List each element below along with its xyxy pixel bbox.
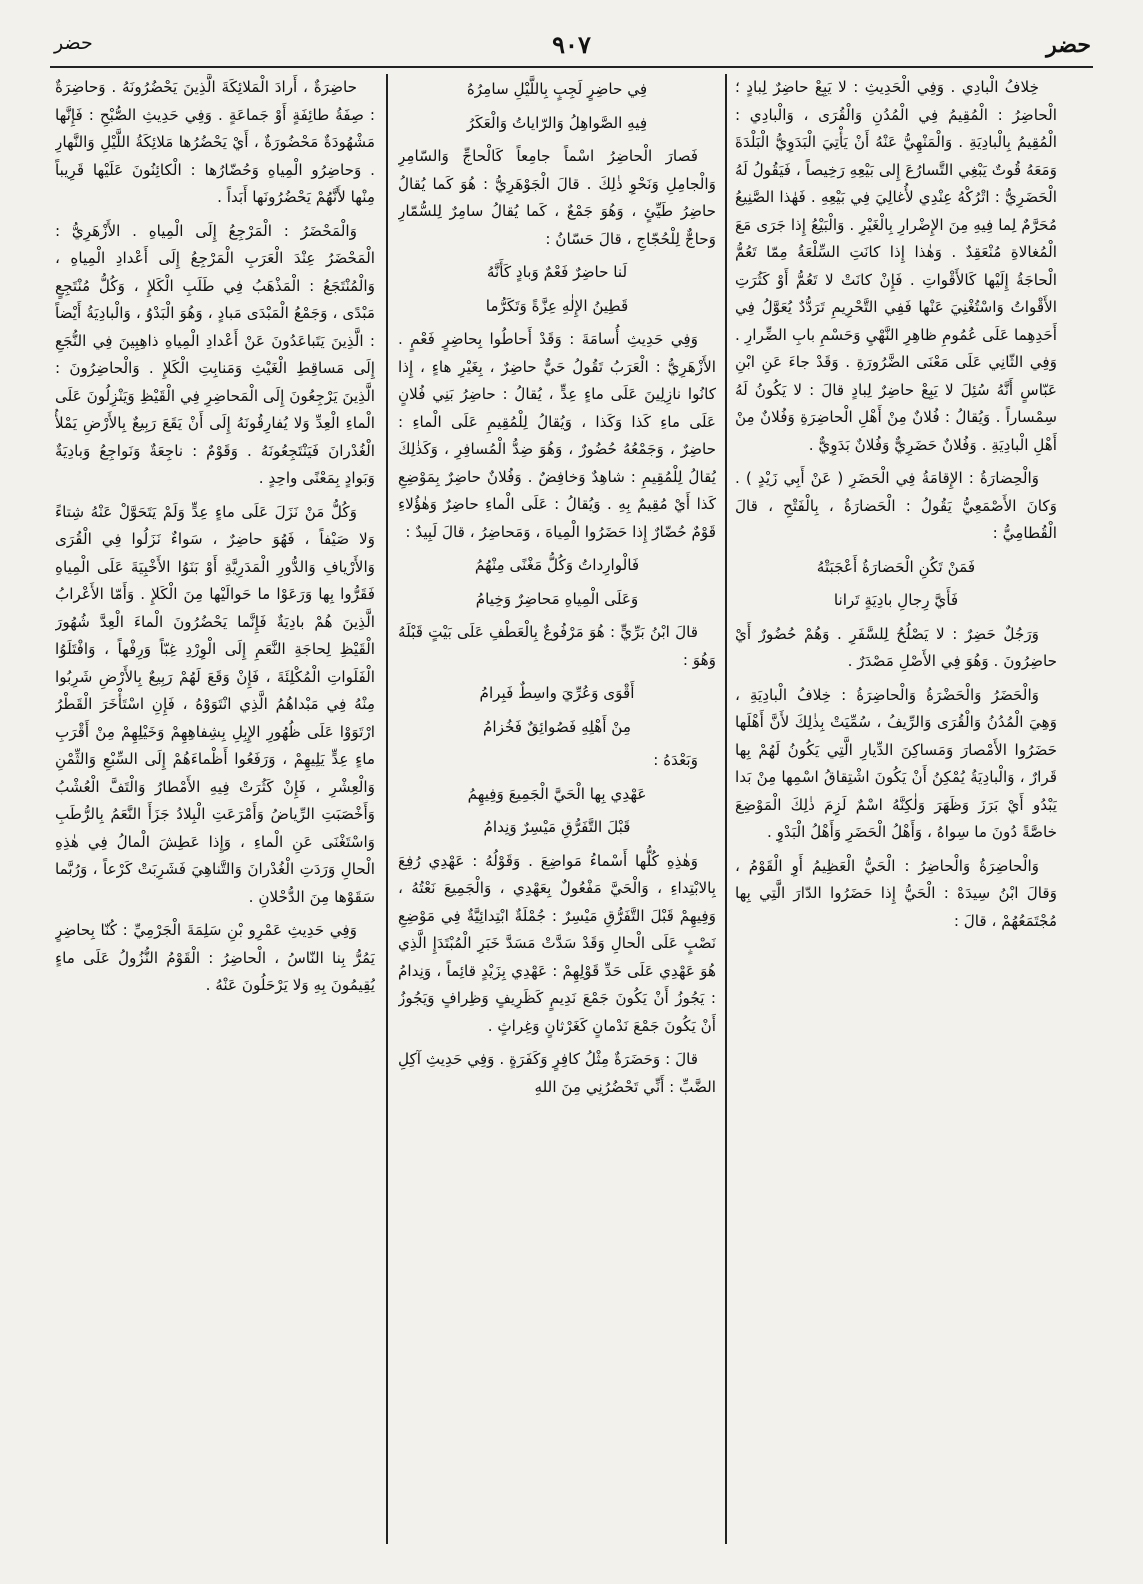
paragraph: وَالْحاضِرَةُ وَالْحاضِرُ : الْحَيُّ الْعَظِيمُ أَوِ الْقَوْمُ ، وَقالَ ابْنُ سِيدَهْ : الْحَيُّ إِذا حَضَرُوا الدّارَ الَّتِي بِها مُجْتَمَعُهُمْ ، قالَ :	[735, 856, 1057, 930]
paragraph: وَبَعْدَهُ :	[653, 751, 698, 769]
paragraph: خِلافُ الْبادِي . وَفِي الْحَدِيثِ : لا يَبِعْ حاضِرٌ لِبادٍ ؛ الْحاضِرُ : الْمُقِيمُ فِي الْمُدُنِ وَالْقُرَى ، وَالْبادِي : الْمُقِيمُ بِالْبادِيَةِ . وَالْمَنْهِيُّ عَنْهُ أَنْ يَأْتِيَ الْبَدَوِيُّ الْبَلْدَةَ وَمَعَهُ قُوتٌ يَبْغِي التَّسارُعَ إِلى بَيْعِهِ رَخِيصاً ، فَيَقُولُ لَهُ الْحَضَرِيُّ : اتْرُكْهُ عِنْدِي لأُغالِيَ فِي بَيْعِهِ . فَهٰذا الصَّنِيعُ مُحَرَّمٌ لِما فِيهِ مِنَ الإِضْرارِ بِالْغَيْرِ . وَالْبَيْعُ إِذا جَرَى مَعَ الْمُغالاةِ مُنْعَقِدٌ . وَهٰذا إِذا كانَتِ السِّلْعَةُ مِمّا تَعُمُّ الْحاجَةُ إِلَيْها كَالأَقْواتِ . فَإِنْ كانَتْ لا تَعُمُّ أَوْ كَثُرَتِ الأَقْواتُ وَاسْتُغْنِيَ عَنْها فَفِي التَّحْرِيمِ تَرَدُّدٌ يُعَوَّلُ فِي أَحَدِهِما عَلَى عُمُومِ ظاهِرِ النَّهْيِ وَحَسْمِ بابِ الضِّرارِ . وَفِي الثّانِي عَلَى مَعْنَى الضَّرُورَةِ . وَقَدْ جاءَ عَنِ ابْنِ عَبّاسٍ أَنَّهُ سُئِلَ لا يَبِعْ حاضِرٌ لِبادٍ قالَ : لا يَكُونُ لَهُ سِمْساراً . وَيُقالُ : فُلانٌ مِنْ أَهْلِ الْحاضِرَةِ وَفُلانٌ مِنْ أَهْلِ الْبادِيَةِ . وَفُلانٌ حَضَرِيٌّ وَفُلانٌ بَدَوِيٌّ .	[735, 78, 1057, 454]
column-middle	[398, 74, 716, 1544]
verse-line: وَعَلَى الْمِياهِ مَحاضِرٌ وَخِيامُ	[475, 589, 639, 608]
column-left	[55, 74, 375, 1544]
column-divider	[725, 74, 727, 1544]
verse-line: فِي حاضِرٍ لَجِبٍ بِاللَّيْلِ سامِرُهُ	[466, 80, 648, 98]
page-number: ٩٠٧	[552, 30, 591, 59]
headword-right: حضر	[1046, 32, 1091, 58]
paragraph: قالَ : وَحَضَرَةٌ مِثْلُ كافِرٍ وَكَفَرَةٍ . وَفِي حَدِيثِ آكِلِ الضَّبِّ : أَنِّي تَحْضُرُنِي مِنَ اللهِ	[398, 1050, 716, 1096]
verse-line: فَأَيَّ رِجالِ بادِيَةٍ تَرانا	[833, 591, 959, 609]
paragraph: وَالْحِضارَةُ : الإِقامَةُ فِي الْحَضَرِ ( عَنْ أَبِي زَيْدٍ ) . وَكانَ الأَصْمَعِيُّ يَقُولُ : الْحَضارَةُ ، بِالْفَتْحِ ، قالَ الْقُطامِيُّ :	[735, 469, 1057, 542]
column-divider	[386, 74, 388, 1544]
column-right	[735, 74, 1057, 1544]
paragraph: قالَ ابْنُ بَرِّيٍّ : هُوَ مَرْفُوعٌ بِالْعَطْفِ عَلَى بَيْتٍ قَبْلَهُ وَهُوَ :	[398, 623, 716, 669]
verse-line: لَنا حاضِرٌ فَعْمٌ وَبادٍ كَأَنَّهُ	[486, 263, 628, 281]
header-rule	[50, 66, 1093, 68]
page-header	[40, 28, 1103, 68]
headword-left: حضر	[54, 32, 93, 54]
verse-line: قَبْلَ التَّفَرُّقِ مَيْسِرٌ وَنِدامُ	[483, 818, 631, 836]
paragraph: وَالْمَحْضَرُ : الْمَرْجِعُ إِلَى الْمِياهِ . الأَزْهَرِيُّ : الْمَحْضَرُ عِنْدَ الْعَرَبِ الْمَرْجِعُ إِلَى أَعْدادِ الْمِياهِ ، وَالْمُنْتَجَعُ : الْمَذْهَبُ فِي طَلَبِ الْكَلإِ ، وَكُلُّ مُنْتَجِعٍ مَبْدًى ، وَجَمْعُ الْمَبْدَى مَبادٍ ، وَهُوَ الْبَدْوُ ، وَالْبادِيَةُ أَيْضاً : الَّذِينَ يَتَباعَدُونَ عَنْ أَعْدادِ الْمِياهِ ذاهِبِينَ فِي النُّجَعِ إِلَى مَساقِطِ الْغَيْثِ وَمَنابِتِ الْكَلإِ . وَالْحاضِرُونَ : الَّذِينَ يَرْجِعُونَ إِلَى الْمَحاضِرِ فِي الْقَيْظِ وَيَنْزِلُونَ عَلَى الْماءِ الْعِدِّ وَلا يُفارِقُونَهُ إِلَى أَنْ يَقَعَ رَبِيعٌ بِالأَرْضِ يَمْلأُ الْغُدْرانَ فَيَنْتَجِعُونَهُ . وَقَوْمٌ : ناجِعَةٌ وَنَواجِعُ وَبادِيَةٌ وَبَوادٍ بِمَعْنًى واحِدٍ .	[55, 221, 375, 487]
paragraph: وَرَجُلٌ حَضِرٌ : لا يَصْلُحُ لِلسَّفَرِ . وَهُمْ حُضُورٌ أَيْ حاضِرُونَ . وَهُوَ فِي الأَصْلِ مَصْدَرٌ .	[735, 624, 1057, 670]
paragraph: حاضِرَةٌ ، أَرادَ الْمَلائِكَةَ الَّذِينَ يَحْضُرُونَهُ . وَحاضِرَةٌ : صِفَةُ طائِفَةٍ أَوْ جَماعَةٍ . وَفِي حَدِيثِ الصُّبْحِ : فَإِنَّها مَشْهُودَةٌ مَحْضُورَةٌ ، أَيْ يَحْضُرُها مَلائِكَةُ اللَّيْلِ وَالنَّهارِ . وَحاضِرُو الْمِياهِ وَحُضّارُها : الْكائِنُونَ عَلَيْها قَرِيباً مِنْها لأَنَّهُمْ يَحْضُرُونَها أَبَداً .	[55, 78, 375, 206]
verse-line: أَقْوَى وَعُرِّيَ واسِطٌ فَبِرامُ	[479, 684, 635, 702]
verse-line: فَالْوارِداتُ وَكُلُّ مَغْنًى مِنْهُمُ	[474, 556, 640, 574]
verse-line: فِيهِ الصَّواهِلُ وَالرّاياتُ وَالْعَكَرُ	[466, 113, 648, 132]
verse-line: فَمَنْ تَكُنِ الْحَضارَةُ أَعْجَبَتْهُ	[816, 557, 976, 576]
paragraph: وَكُلُّ مَنْ نَزَلَ عَلَى ماءٍ عِدٍّ وَلَمْ يَتَحَوَّلْ عَنْهُ شِتاءً وَلا صَيْفاً ، فَهُوَ حاضِرٌ ، سَواءٌ نَزَلُوا فِي الْقُرَى وَالأَرْيافِ وَالدُّورِ الْمَدَرِيَّةِ أَوْ بَنَوُا الأَخْبِيَةَ عَلَى الْمِياهِ فَقَرُّوا بِها وَرَعَوْا ما حَوالَيْها مِنَ الْكَلإِ . وَأَمّا الأَعْرابُ الَّذِينَ هُمْ بادِيَةٌ فَإِنَّما يَحْضُرُونَ الْماءَ الْعِدَّ شُهُورَ الْقَيْظِ لِحاجَةِ النَّعَمِ إِلَى الْوِرْدِ غِبّاً وَرِفْهاً ، وَافْتَلَوُا الْفَلَواتِ الْمُكْلِئَةَ ، فَإِنْ وَقَعَ لَهُمْ رَبِيعٌ بِالأَرْضِ شَرِبُوا مِنْهُ فِي مَبْداهُمُ الَّذِي انْتَوَوْهُ ، فَإِنِ اسْتَأْخَرَ الْقَطْرُ ارْتَوَوْا عَلَى ظُهُورِ الإِبِلِ بِشِفاهِهِمْ وَخَيْلِهِمْ مِنْ أَقْرَبِ ماءٍ عِدٍّ يَلِيهِمْ ، وَرَفَعُوا أَظْماءَهُمْ إِلَى السِّبْعِ وَالثِّمْنِ وَالْعِشْرِ ، فَإِنْ كَثُرَتْ فِيهِ الأَمْطارُ وَالْتَفَّ الْعُشْبُ وَأَخْصَبَتِ الرِّياضُ وَأَمْرَعَتِ الْبِلادُ جَزَأَ النَّعَمُ بِالرُّطَبِ وَاسْتَغْنَى عَنِ الْماءِ ، وَإِذا عَطِشَ الْمالُ فِي هٰذِهِ الْحالِ وَرَدَتِ الْغُدْرانَ وَالتَّناهِيَ فَشَرِبَتْ كَرْعاً ، وَرُبَّما سَقَوْها مِنَ الدُّحْلانِ .	[55, 502, 375, 906]
paragraph: وَالْحَضَرُ وَالْحَضْرَةُ وَالْحاضِرَةُ : خِلافُ الْبادِيَةِ ، وَهِيَ الْمُدُنُ وَالْقُرَى وَالرِّيفُ ، سُمِّيَتْ بِذٰلِكَ لأَنَّ أَهْلَها حَضَرُوا الأَمْصارَ وَمَساكِنَ الدِّيارِ الَّتِي يَكُونُ لَهُمْ بِها قَرارٌ ، وَالْبادِيَةُ يُمْكِنُ أَنْ يَكُونَ اشْتِقاقُ اسْمِها مِنْ بَدا يَبْدُو أَيْ بَرَزَ وَظَهَرَ وَلٰكِنَّهُ اسْمٌ لَزِمَ ذٰلِكَ الْمَوْضِعَ خاصَّةً دُونَ ما سِواهُ ، وَأَهْلُ الْحَضَرِ وَأَهْلُ الْبَدْوِ .	[735, 685, 1057, 841]
verse-line: عَهْدِي بِها الْحَيَّ الْجَمِيعَ وَفِيهِمُ	[467, 784, 647, 803]
verse-line: مِنْ أَهْلِهِ فَصُوائِقٌ فَخُزامُ	[482, 717, 632, 736]
paragraph: وَهٰذِهِ كُلُّها أَسْماءُ مَواضِعَ . وَقَوْلُهُ : عَهْدِي رُفِعَ بِالابْتِداءِ ، وَالْحَيَّ مَفْعُولٌ بِعَهْدِي ، وَالْجَمِيعَ نَعْتُهُ ، وَفِيهِمْ قَبْلَ التَّفَرُّقِ مَيْسِرٌ : جُمْلَةٌ ابْتِدائِيَّةٌ فِي مَوْضِعِ نَصْبٍ عَلَى الْحالِ وَقَدْ سَدَّتْ مَسَدَّ خَبَرِ الْمُبْتَدَإِ الَّذِي هُوَ عَهْدِي عَلَى حَدِّ قَوْلِهِمْ : عَهْدِي بِزَيْدٍ قائِماً ، وَنِدامُ : يَجُوزُ أَنْ يَكُونَ جَمْعَ نَدِيمٍ كَظَرِيفٍ وَظِرافٍ وَيَجُوزُ أَنْ يَكُونَ جَمْعَ نَدْمانٍ كَغَرْثانٍ وَغِراثٍ .	[398, 851, 716, 1035]
paragraph: فَصارَ الْحاضِرُ اسْماً جامِعاً كَالْحاجِّ وَالسّامِرِ وَالْجامِلِ وَنَحْوِ ذٰلِكَ . قالَ الْجَوْهَرِيُّ : هُوَ كَما يُقالُ حاضِرُ طَيِّئٍ ، وَهُوَ جَمْعٌ ، كَما يُقالُ سامِرٌ لِلسُّمّارِ وَحاجٌّ لِلْحُجّاجِ ، قالَ حَسّانُ :	[398, 147, 716, 248]
paragraph: وَفِي حَدِيثِ عَمْرِو بْنِ سَلِمَةَ الْجَرْمِيِّ : كُنّا بِحاضِرٍ يَمُرُّ بِنا النّاسُ ، الْحاضِرُ : الْقَوْمُ النُّزُولُ عَلَى ماءٍ يُقِيمُونَ بِهِ وَلا يَرْحَلُونَ عَنْهُ .	[55, 921, 375, 994]
paragraph: وَفِي حَدِيثِ أُسامَةَ : وَقَدْ أَحاطُوا بِحاضِرٍ فَعْمٍ . الأَزْهَرِيُّ : الْعَرَبُ تَقُولُ حَيٌّ حاضِرٌ ، بِغَيْرِ هاءٍ ، إِذا كانُوا نازِلِينَ عَلَى ماءٍ عِدٍّ ، يُقالُ : حاضِرُ بَنِي فُلانٍ عَلَى ماءِ كَذا وَكَذا ، وَيُقالُ لِلْمُقِيمِ عَلَى الْماءِ : حاضِرٌ ، وَجَمْعُهُ حُضُورٌ ، وَهُوَ ضِدُّ الْمُسافِرِ ، وَكَذٰلِكَ يُقالُ لِلْمُقِيمِ : شاهِدٌ وَخافِضٌ . وَفُلانٌ حاضِرٌ بِمَوْضِعِ كَذا أَيْ مُقِيمٌ بِهِ . وَيُقالُ : عَلَى الْماءِ حاضِرٌ وَهٰؤُلاءِ قَوْمٌ حُضّارٌ إِذا حَضَرُوا الْمِياهَ ، وَمَحاضِرُ ، قالَ لَبِيدٌ :	[398, 330, 716, 541]
verse-line: قَطِينُ الإِلٰهِ عِزَّةً وَتَكَرُّما	[485, 296, 629, 315]
